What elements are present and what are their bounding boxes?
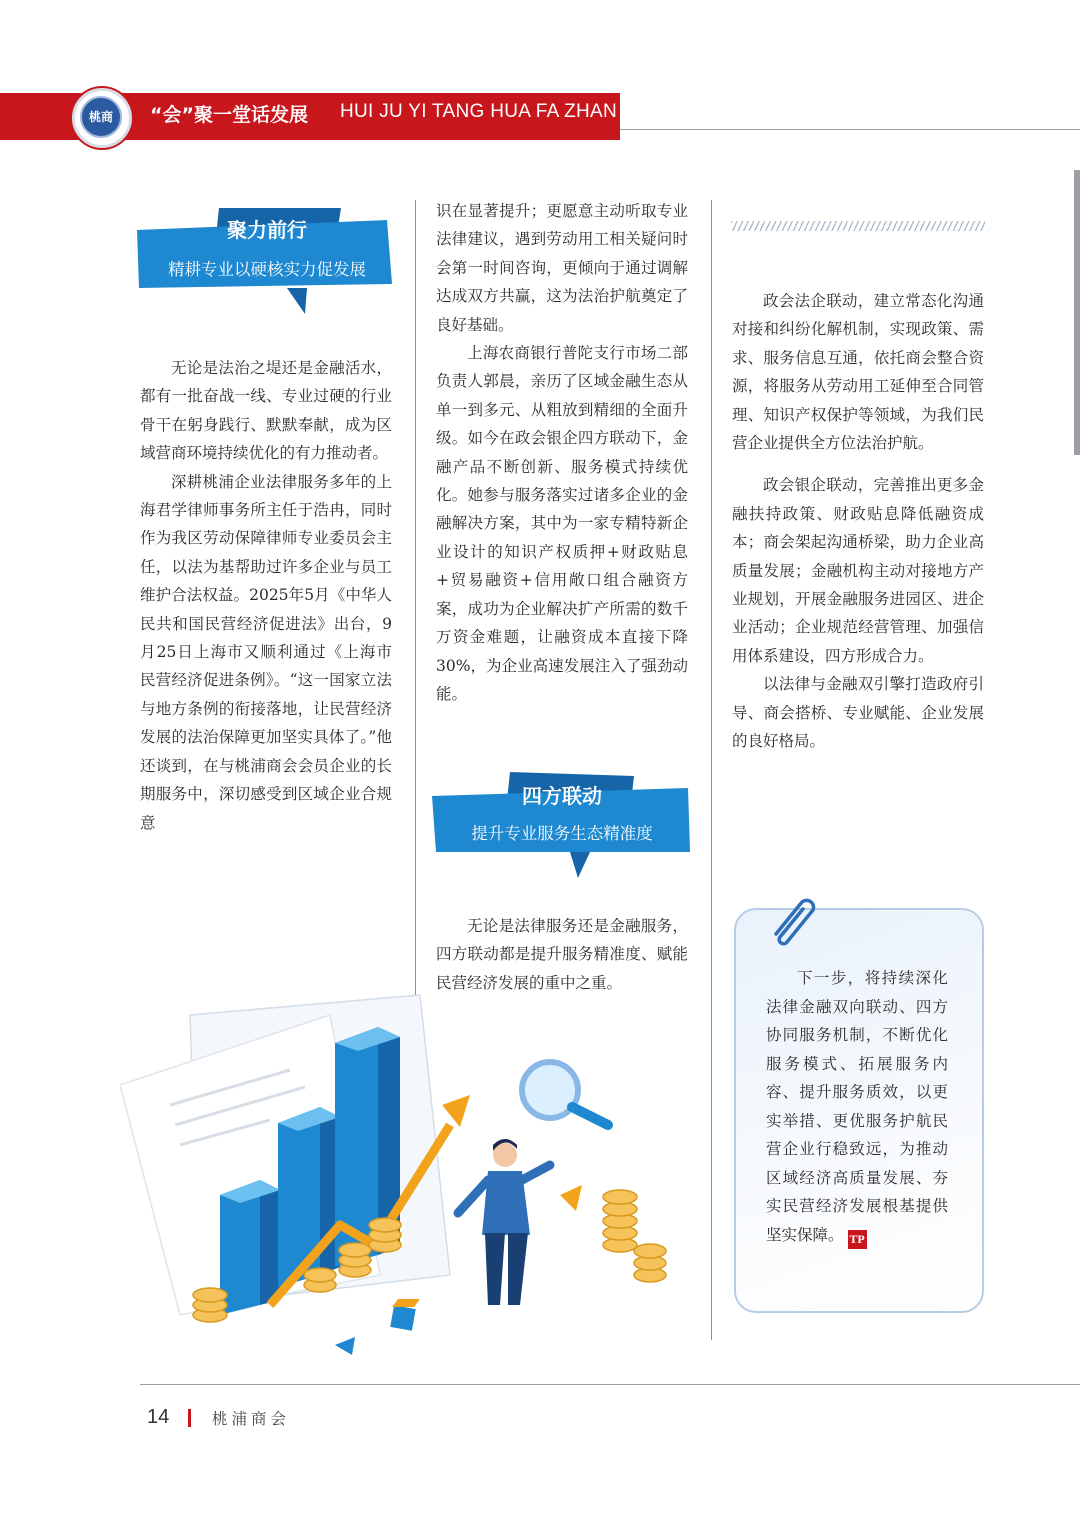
decorative-hatch bbox=[731, 221, 985, 231]
page-edge-marker bbox=[1074, 170, 1080, 455]
publication-name: 桃浦商会 bbox=[212, 1410, 291, 1428]
column-title: “会”聚一堂话发展 bbox=[150, 104, 308, 126]
chamber-logo bbox=[72, 88, 132, 148]
section-2-title: 四方联动 bbox=[522, 784, 602, 808]
col3-paragraph-2: 政会银企联动，完善推出更多金融扶持政策、财政贴息降低融资成本；商会架起沟通桥梁，助力企业高质量发展；金融机构主动对接地方产业规划，开展金融服务进园区、进企业活动；企业规范经营管理、加强信用体系建设，四方形成合力。 bbox=[732, 476, 984, 665]
column-divider-2 bbox=[711, 200, 712, 1340]
col2-paragraph-1: 识在显著提升；更愿意主动听取专业法律建议，遇到劳动用工相关疑问时会第一时间咨询，更倾向于通过调解达成双方共赢，这为法治护航奠定了良好基础。 bbox=[436, 202, 688, 334]
footer-rule bbox=[140, 1384, 1080, 1385]
column-title-pinyin: HUI JU YI TANG HUA FA ZHAN bbox=[340, 101, 618, 122]
section-1-subtitle: 精耕专业以硬核实力促发展 bbox=[168, 260, 366, 279]
col1-paragraph-1: 无论是法治之堤还是金融活水，都有一批奋战一线、专业过硬的行业骨干在躬身践行、默默奉献，成为区域营商环境持续优化的有力推动者。 bbox=[140, 359, 392, 463]
col1-paragraph-2: 深耕桃浦企业法律服务多年的上海君学律师事务所主任于浩冉，同时作为我区劳动保障律师专业委员会主任，以法为基帮助过许多企业与员工维护合法权益。2025年5月《中华人民共和国民营经济促进法》出台，9月25日上海市又顺利通过《上海市民营经济促进条例》。“这一国家立法与地方条例的衔接落地，让民营经济发展的法治保障更加坚实具体了。”他还谈到，在与桃浦商会会员企业的长期服务中，深切感受到区域企业合规意 bbox=[140, 472, 392, 832]
col2-paragraph-2: 上海农商银行普陀支行市场二部负责人郭晨，亲历了区域金融生态从单一到多元、从粗放到精细的全面升级。如今在政会银企四方联动下，金融产品不断创新、服务模式持续优化。她参与服务落实过诸多企业的金融解决方案，其中为一家专精特新企业设计的知识产权质押+财政贴息+贸易融资+信用敞口组合融资方案，成功为企业解决扩产所需的数千万资金难题，让融资成本直接下降30%，为企业高速发展注入了强劲动能。 bbox=[436, 344, 688, 703]
logo-emblem-icon bbox=[80, 96, 122, 138]
tp-end-mark-icon: TP bbox=[848, 1230, 867, 1249]
footer-separator bbox=[188, 1409, 191, 1427]
header-rule bbox=[620, 129, 1080, 130]
finance-growth-illustration bbox=[120, 975, 690, 1365]
col3-paragraph-1: 政会法企联动，建立常态化沟通对接和纠纷化解机制，实现政策、需求、服务信息互通，依托商会整合资源，将服务从劳动用工延伸至合同管理、知识产权保护等领域，为我们民营企业提供全方位法治护航。 bbox=[732, 292, 984, 453]
column-divider-1 bbox=[415, 200, 416, 1020]
note-body: 下一步，将持续深化法律金融双向联动、四方协同服务机制，不断优化服务模式、拓展服务内容、提升服务质效，以更实举措、更优服务护航民营企业行稳致远，为推动区域经济高质量发展、夯实民营经济发展根基提供坚实保障。 bbox=[766, 969, 948, 1244]
column-2-top bbox=[436, 197, 688, 708]
logo-text: 桃商 bbox=[88, 110, 113, 124]
note-text bbox=[766, 964, 948, 1249]
section-banner-1 bbox=[137, 206, 397, 316]
column-3 bbox=[732, 287, 984, 756]
section-banner-2 bbox=[432, 770, 692, 880]
col3-paragraph-3: 以法律与金融双引擎打造政府引导、商会搭桥、专业赋能、企业发展的良好格局。 bbox=[732, 675, 984, 751]
column-1 bbox=[140, 354, 392, 837]
page-number: 14 bbox=[147, 1406, 170, 1428]
section-1-title: 聚力前行 bbox=[227, 218, 307, 242]
col2-paragraph-3: 无论是法律服务还是金融服务，四方联动都是提升服务精准度、赋能民营经济发展的重中之重。 bbox=[436, 917, 688, 992]
section-2-subtitle: 提升专业服务生态精准度 bbox=[471, 824, 653, 843]
paperclip-icon bbox=[762, 888, 822, 948]
